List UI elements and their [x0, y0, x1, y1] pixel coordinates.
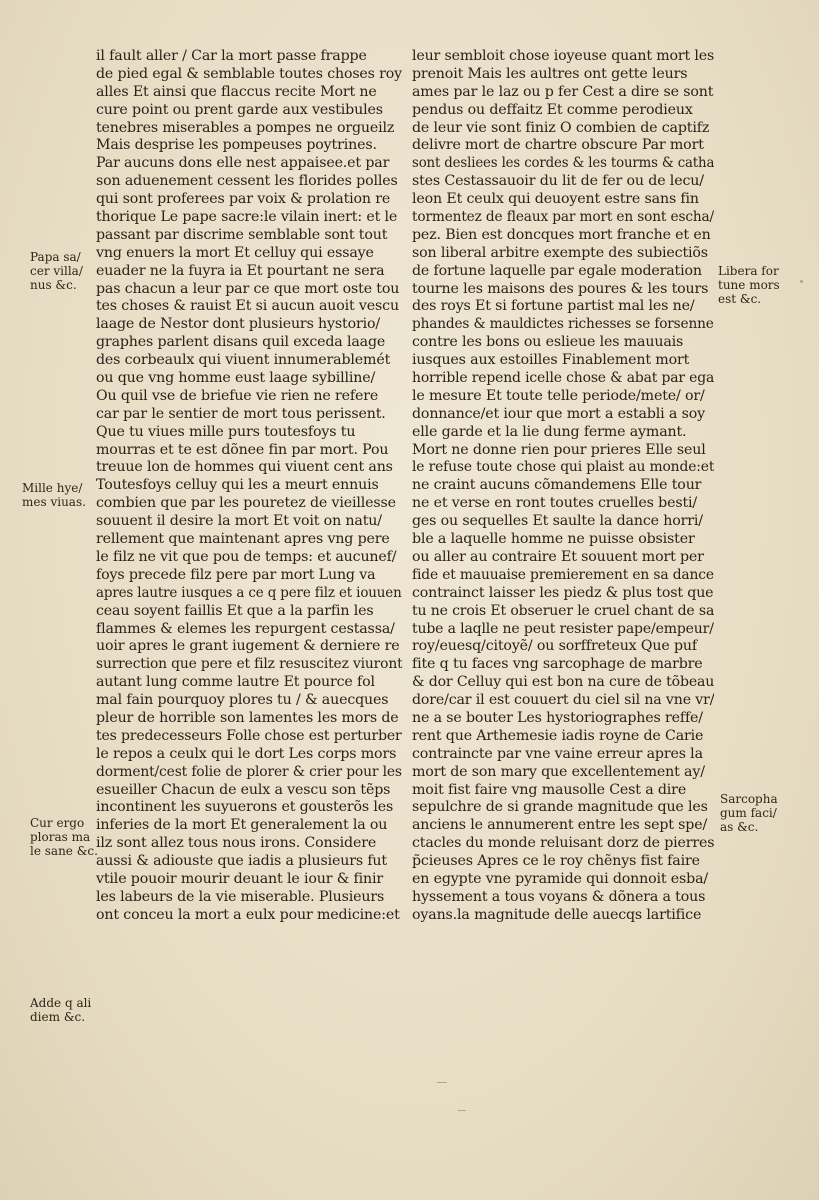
- text-line: Toutesfoys celluy qui les a meurt ennuis: [96, 477, 379, 494]
- text-line: car par le sentier de mort tous perissent.: [96, 405, 386, 422]
- text-line: dore/car il est couuert du ciel sil na vne vr/: [412, 692, 715, 709]
- text-line: contraincte par vne vaine erreur apres la: [412, 745, 703, 762]
- text-line: laage de Nestor dont plusieurs hystorio/: [96, 316, 381, 333]
- text-line: moit fist faire vng mausolle Cest a dire: [412, 781, 687, 798]
- text-line: ilz sont allez tous nous irons. Considere: [96, 835, 377, 852]
- text-line: ctacles du monde reluisant dorz de pierres: [412, 835, 714, 852]
- text-line: tenebres miserables a pompes ne orgueilz: [96, 119, 395, 136]
- text-line: passant par discrime semblable sont tout: [96, 226, 388, 243]
- text-line: rent que Arthemesie iadis royne de Carie: [412, 727, 704, 744]
- gloss-line: nus &c.: [30, 278, 77, 292]
- margin-gloss-adde: [30, 996, 91, 1024]
- text-line: contre les bons ou eslieue les mauuais: [412, 334, 684, 351]
- text-line: tourne les maisons des poures & les tours: [412, 280, 709, 297]
- text-line: des roys Et si fortune partist mal les ne/: [412, 298, 695, 315]
- gloss-line: le sane &c.: [30, 844, 98, 858]
- text-line: cure point ou prent garde aux vestibules: [96, 101, 383, 118]
- margin-gloss-papa: [30, 250, 83, 292]
- ink-mark: [458, 1110, 466, 1111]
- text-line: tormentez de fleaux par mort en sont escha/: [412, 209, 715, 226]
- gloss-line: as &c.: [720, 820, 759, 834]
- text-line: leon Et ceulx qui deuoyent estre sans fin: [412, 191, 699, 208]
- text-line: & dor Celluy qui est bon na cure de tõbeau: [412, 674, 714, 691]
- text-line: anciens le annumerent entre les sept spe/: [412, 817, 708, 834]
- text-line: horrible repend icelle chose & abat par ega: [412, 370, 715, 387]
- text-line: donnance/et iour que mort a establi a soy: [412, 405, 705, 422]
- text-line: delivre mort de chartre obscure Par mort: [412, 137, 704, 154]
- text-line: p̃cieuses Apres ce le roy chẽnys fist faire: [412, 853, 700, 870]
- text-line: foys precede filz pere par mort Lung va: [96, 566, 376, 583]
- text-line: ne craint aucuns cõmandemens Elle tour: [412, 477, 702, 494]
- text-line: ble a laquelle homme ne puisse obsister: [412, 531, 695, 548]
- text-line: iusques aux estoilles Finablement mort: [412, 352, 690, 369]
- text-line: esueiller Chacun de eulx a vescu son tẽps: [96, 781, 391, 798]
- text-line: en egypte vne pyramide qui donnoit esba/: [412, 870, 709, 887]
- text-line: tes choses & rauist Et si aucun auoit vescu: [96, 298, 399, 315]
- text-line: uoir apres le grant iugement & derniere re: [96, 638, 400, 655]
- gloss-line: diem &c.: [30, 1010, 86, 1024]
- text-line: pas chacun a leur par ce que mort oste tou: [96, 280, 400, 297]
- text-line: ne a se bouter Les hystoriographes reffe/: [412, 709, 703, 726]
- text-line: tu ne crois Et obseruer le cruel chant de sa: [412, 602, 714, 619]
- text-line: il fault aller / Car la mort passe frappe: [96, 48, 367, 64]
- text-line: son aduenement cessent les florides polles: [96, 173, 398, 190]
- text-line: le repos a ceulx qui le dort Les corps mors: [96, 745, 397, 762]
- text-line: leur sembloit chose ioyeuse quant mort les: [412, 48, 715, 64]
- gloss-line: Cur ergo: [30, 816, 85, 830]
- text-line: Mais desprise les pompeuses poytrines.: [96, 137, 377, 154]
- text-line: fide et mauuaise premierement en sa dance: [412, 566, 714, 583]
- text-line: vtile pouoir mourir deuant le iour & finir: [96, 870, 384, 887]
- text-line: le filz ne vit que pou de temps: et aucunef/: [96, 548, 397, 565]
- text-line: ou que vng homme eust laage sybilline/: [96, 370, 376, 387]
- text-line: Ou quil vse de briefue vie rien ne refere: [96, 387, 379, 404]
- text-line: ames par le laz ou p fer Cest a dire se sont: [412, 83, 714, 100]
- text-line: des corbeaulx qui viuent innumerablemét: [96, 352, 391, 369]
- text-line: de pied egal & semblable toutes choses roy: [96, 65, 402, 82]
- gloss-line: Mille hye/: [22, 481, 83, 495]
- text-line: sont desliees les cordes & les tourms & catha: [412, 155, 715, 172]
- text-line: le mesure Et toute telle periode/mete/ or/: [412, 387, 705, 404]
- text-line: qui sont proferees par voix & prolation re: [96, 191, 391, 208]
- text-line: Mort ne donne rien pour prieres Elle seul: [412, 441, 706, 458]
- gloss-line: est &c.: [718, 292, 762, 306]
- text-line: sepulchre de si grande magnitude que les: [412, 799, 708, 816]
- text-line: flammes & elemes les repurgent cestassa/: [96, 620, 395, 637]
- text-line: alles Et ainsi que flaccus recite Mort ne: [96, 83, 377, 100]
- text-line: mort de son mary que excellentement ay/: [412, 763, 705, 780]
- text-column-left: [96, 48, 402, 925]
- text-line: surrection que pere et filz resuscitez viuront: [96, 656, 403, 673]
- text-line: apres lautre iusques a ce q pere filz et iouuen: [96, 584, 402, 601]
- text-line: oyans.la magnitude delle auecqs lartifice: [412, 906, 702, 923]
- text-column-right: [412, 48, 714, 925]
- text-line: de leur vie sont finiz O combien de captifz: [412, 119, 710, 136]
- text-line: autant lung comme lautre Et pource fol: [96, 674, 375, 691]
- text-line: treuue lon de hommes qui viuent cent ans: [96, 459, 393, 476]
- margin-gloss-sarcophagum: [720, 792, 778, 834]
- text-line: graphes parlent disans quil excedа laage: [96, 334, 386, 351]
- text-line: ne et verse en ront toutes cruelles besti/: [412, 495, 698, 512]
- text-line: contrainct laisser les piedz & plus tost que: [412, 584, 714, 601]
- gloss-line: cer villa/: [30, 264, 83, 278]
- text-line: ges ou sequelles Et saulte la dance horri/: [412, 513, 703, 530]
- text-line: ou aller au contraire Et souuent mort per: [412, 548, 704, 565]
- ink-dot: [800, 280, 803, 283]
- text-line: tes predecesseurs Folle chose est perturber: [96, 727, 402, 744]
- text-line: incontinent les suyuerons et gousterõs les: [96, 799, 394, 816]
- text-line: phandes & mauldictes richesses se forsenne: [412, 316, 714, 333]
- text-line: fite q tu faces vng sarcophage de marbre: [412, 656, 703, 673]
- gloss-line: tune mors: [718, 278, 780, 292]
- text-line: inferies de la mort Et generalement la ou: [96, 817, 388, 834]
- gloss-line: ploras ma: [30, 830, 91, 844]
- text-line: son liberal arbitre exempte des subiectiõs: [412, 244, 708, 261]
- margin-gloss-cur-ergo: [30, 816, 98, 858]
- ink-mark: [437, 1082, 447, 1083]
- text-line: elle garde et la lie dung ferme aymant.: [412, 423, 687, 440]
- gloss-line: mes viuas.: [22, 495, 86, 509]
- text-line: dorment/cest folie de plorer & crier pour les: [96, 763, 402, 780]
- text-line: mal fain pourquoy plores tu / & auecques: [96, 692, 389, 709]
- text-line: Que tu viues mille purs toutesfoys tu: [96, 423, 356, 440]
- text-line: Par aucuns dons elle nest appaisee.et par: [96, 155, 390, 172]
- margin-gloss-mille: [22, 481, 86, 509]
- text-line: pleur de horrible son lamentes les mors de: [96, 709, 399, 726]
- text-line: pez. Bien est doncques mort franche et en: [412, 226, 711, 243]
- text-line: pendus ou deffaitz Et comme perodieux: [412, 101, 693, 118]
- text-line: les labeurs de la vie miserable. Plusieurs: [96, 888, 385, 905]
- gloss-line: Papa sa/: [30, 250, 81, 264]
- text-line: rellement que maintenant apres vng pere: [96, 531, 390, 548]
- margin-gloss-libera: [718, 264, 780, 306]
- text-line: ceau soyent faillis Et que a la parfin les: [96, 602, 374, 619]
- gloss-line: gum faci/: [720, 806, 777, 820]
- gloss-line: Libera for: [718, 264, 779, 278]
- text-line: thorique Le pape sacre:le vilain inert: et le: [96, 209, 398, 226]
- text-line: prenoit Mais les aultres ont gette leurs: [412, 65, 688, 82]
- text-line: aussi & adiouste que iadis a plusieurs fut: [96, 853, 387, 870]
- text-line: souuent il desire la mort Et voit on natu/: [96, 513, 382, 530]
- text-line: le refuse toute chose qui plaist au monde:et: [412, 459, 714, 476]
- text-line: stes Cestassauoir du lit de fer ou de lecu/: [412, 173, 704, 190]
- text-line: combien que par les pouretez de vieillesse: [96, 495, 396, 512]
- text-line: vng enuers la mort Et celluy qui essaye: [96, 244, 374, 261]
- text-line: ont conceu la mort a eulx pour medicine:et: [96, 906, 400, 923]
- text-line: de fortune laquelle par egale moderation: [412, 262, 702, 279]
- text-line: tube a laqlle ne peut resister pape/empeur/: [412, 620, 714, 637]
- gloss-line: Adde q ali: [30, 996, 92, 1010]
- text-line: hyssement a tous voyans & dõnera a tous: [412, 888, 706, 905]
- text-line: euader ne la fuyra ia Et pourtant ne sera: [96, 262, 385, 279]
- text-line: mourras et te est dõnee fin par mort. Pou: [96, 441, 389, 458]
- gloss-line: Sarcopha: [720, 792, 778, 806]
- text-line: roy/euesq/citoyẽ/ ou sorffreteux Que puf: [412, 638, 697, 655]
